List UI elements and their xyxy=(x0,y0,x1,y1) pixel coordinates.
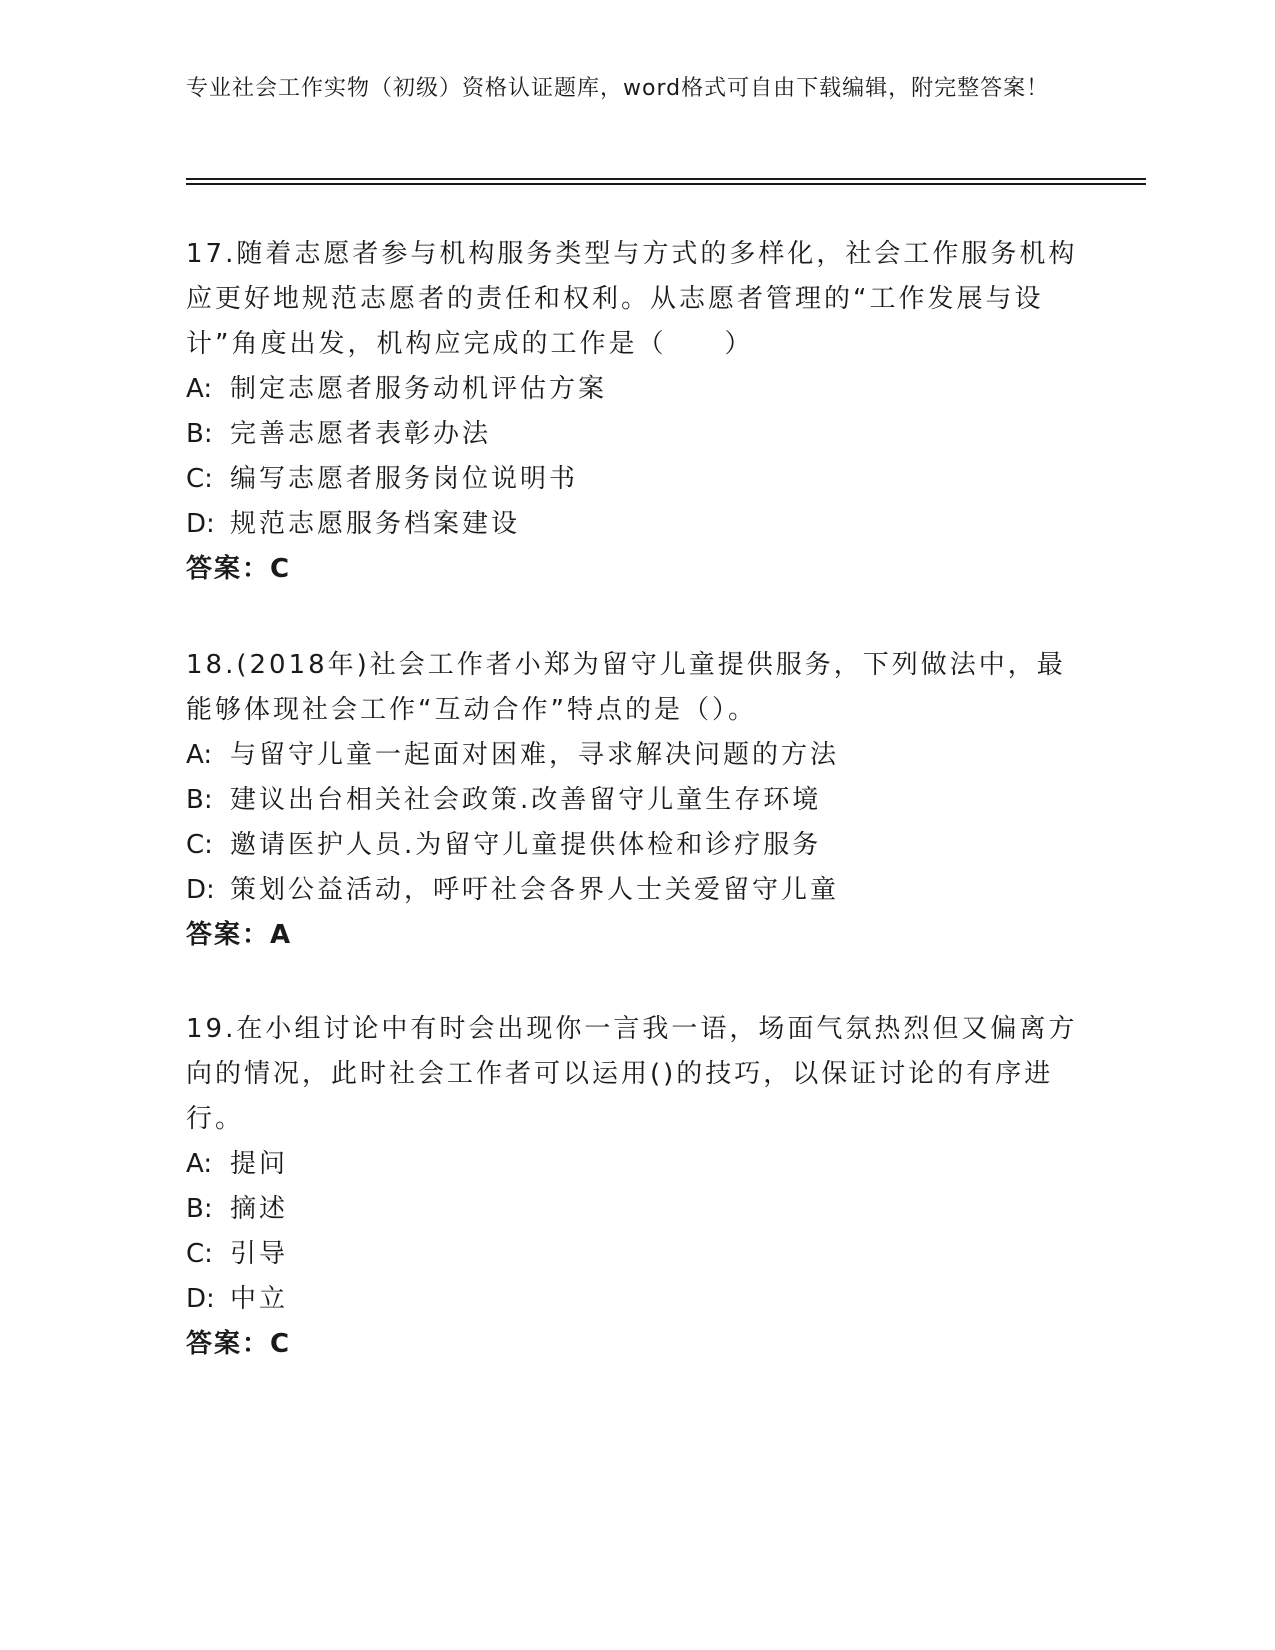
option-key: C: xyxy=(186,1239,213,1269)
option-text: 完善志愿者表彰办法 xyxy=(230,419,492,449)
option-key: D: xyxy=(186,1284,215,1314)
option-a xyxy=(186,1142,1086,1187)
option-d xyxy=(186,1277,1086,1322)
option-key: D: xyxy=(186,509,215,539)
answer-line: 答案：C xyxy=(186,554,292,584)
option-b xyxy=(186,1187,1086,1232)
question-stem: 17.随着志愿者参与机构服务类型与方式的多样化，社会工作服务机构应更好地规范志愿者的责任和权利。从志愿者管理的“工作发展与设计”角度出发，机构应完成的工作是（ ） xyxy=(186,239,1078,359)
option-key: B: xyxy=(186,1194,213,1224)
option-text: 引导 xyxy=(230,1239,289,1269)
option-key: A: xyxy=(186,374,213,404)
answer-line: 答案：C xyxy=(186,1329,292,1359)
option-text: 规范志愿服务档案建设 xyxy=(230,509,521,539)
option-key: A: xyxy=(186,1149,213,1179)
header-rule-top xyxy=(186,178,1146,180)
option-d xyxy=(186,502,1086,547)
option-key: C: xyxy=(186,464,213,494)
option-b xyxy=(186,412,1086,457)
option-text: 邀请医护人员.为留守儿童提供体检和诊疗服务 xyxy=(230,830,822,860)
answer-line: 答案：A xyxy=(186,920,293,950)
document-header xyxy=(186,72,1066,105)
option-text: 中立 xyxy=(230,1284,289,1314)
header-text: 专业社会工作实物（初级）资格认证题库，word格式可自由下载编辑，附完整答案！ xyxy=(186,76,1050,101)
option-key: D: xyxy=(186,875,215,905)
option-key: B: xyxy=(186,785,213,815)
question-19 xyxy=(186,1007,1086,1367)
option-b xyxy=(186,778,1086,823)
option-c xyxy=(186,823,1086,868)
option-text: 策划公益活动，呼吁社会各界人士关爱留守儿童 xyxy=(230,875,840,905)
option-c xyxy=(186,1232,1086,1277)
question-stem: 18.(2018年)社会工作者小郑为留守儿童提供服务，下列做法中，最能够体现社会工作“互动合作”特点的是（）。 xyxy=(186,650,1066,725)
question-stem: 19.在小组讨论中有时会出现你一言我一语，场面气氛热烈但又偏离方向的情况，此时社会工作者可以运用()的技巧，以保证讨论的有序进行。 xyxy=(186,1014,1078,1134)
option-key: A: xyxy=(186,740,213,770)
option-text: 编写志愿者服务岗位说明书 xyxy=(230,464,579,494)
option-a xyxy=(186,367,1086,412)
option-text: 摘述 xyxy=(230,1194,289,1224)
option-d xyxy=(186,868,1086,913)
option-text: 提问 xyxy=(230,1149,289,1179)
option-key: B: xyxy=(186,419,213,449)
option-key: C: xyxy=(186,830,213,860)
option-text: 制定志愿者服务动机评估方案 xyxy=(230,374,608,404)
question-18 xyxy=(186,643,1086,958)
option-a xyxy=(186,733,1086,778)
header-rule-bottom xyxy=(186,183,1146,185)
option-text: 与留守儿童一起面对困难，寻求解决问题的方法 xyxy=(230,740,840,770)
option-text: 建议出台相关社会政策.改善留守儿童生存环境 xyxy=(230,785,822,815)
option-c xyxy=(186,457,1086,502)
question-17 xyxy=(186,232,1086,592)
